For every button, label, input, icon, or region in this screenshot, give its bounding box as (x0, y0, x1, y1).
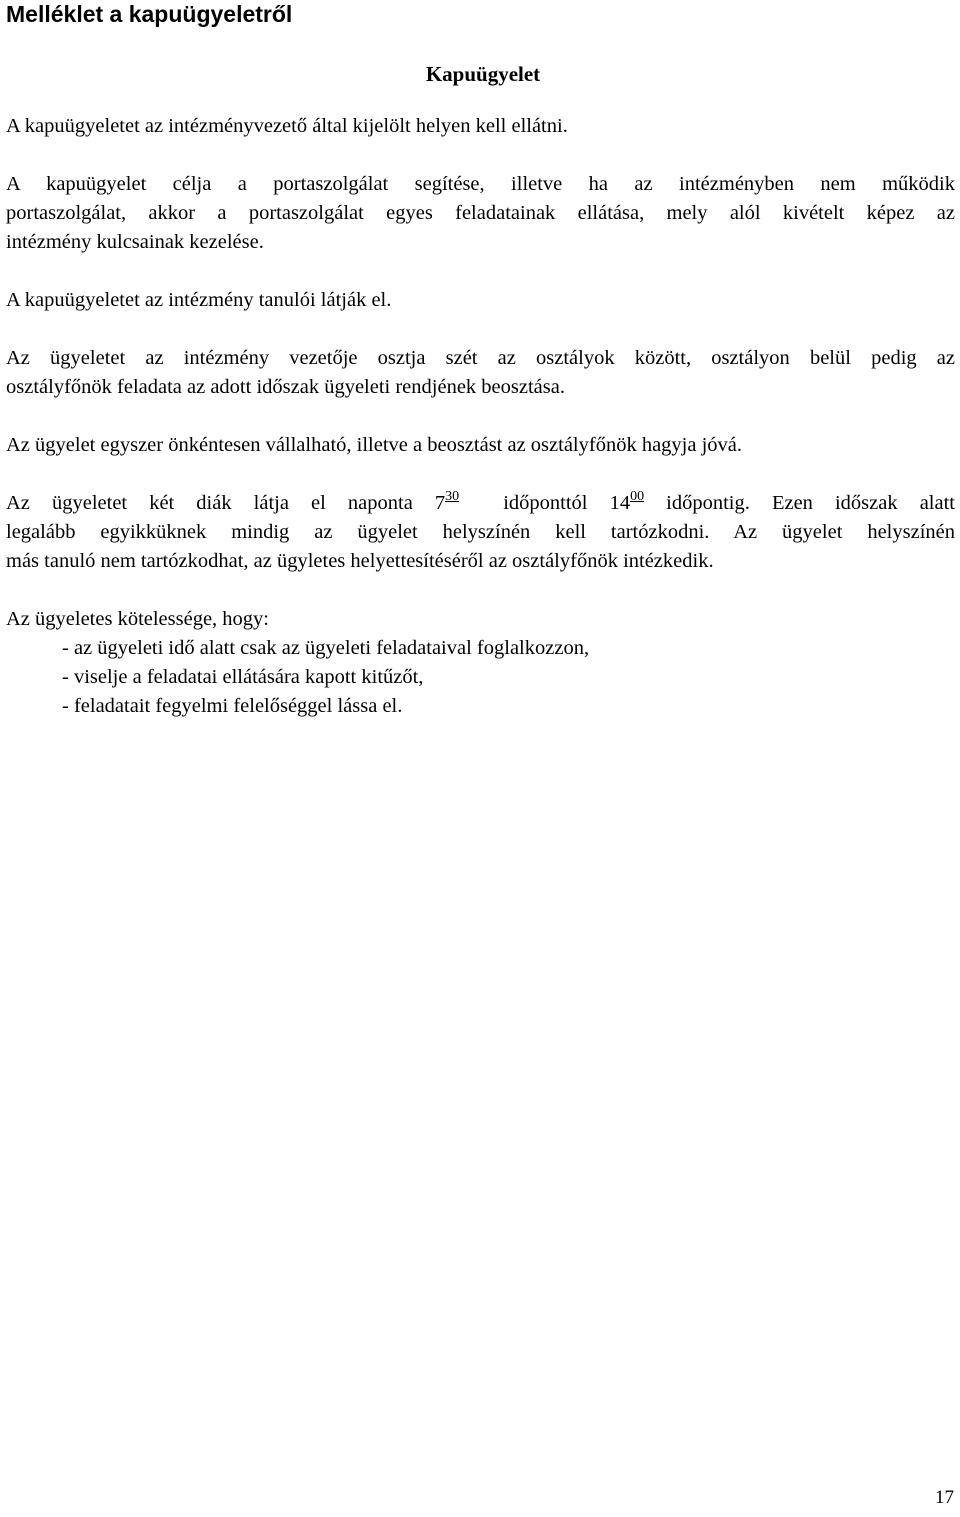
paragraph-line: Az ügyeletet az intézmény vezetője osztja szét az osztályok között, osztályon belül pedig az (6, 347, 955, 369)
time-start-minutes: 30 (445, 489, 460, 504)
paragraph-line: portaszolgálat, akkor a portaszolgálat egyes feladatainak ellátása, mely alól kivételt képez az (6, 202, 955, 224)
duty-list-item: - viselje a feladatai ellátására kapott kitűzőt, (62, 666, 424, 688)
paragraph-line-times (6, 489, 955, 518)
duty-list-item: - az ügyeleti idő alatt csak az ügyeleti feladataival foglalkozzon, (62, 637, 590, 659)
paragraph-line: más tanuló nem tartózkodhat, az ügyletes helyettesítéséről az osztályfőnök intézkedik. (6, 550, 714, 572)
paragraph-line: A kapuügyelet célja a portaszolgálat segítése, illetve ha az intézményben nem működik (6, 173, 955, 195)
paragraph-assignment (6, 344, 955, 402)
duties-intro: Az ügyeletes kötelessége, hogy: (6, 608, 270, 630)
page-number: 17 (935, 1487, 954, 1508)
duty-list-item: - feladatait fegyelmi felelőséggel lássa el. (62, 695, 403, 717)
paragraph-line: legalább egyikküknek mindig az ügyelet helyszínén kell tartózkodni. Az ügyelet helyszínén (6, 521, 955, 543)
paragraph-location: A kapuügyeletet az intézményvezető által kijelölt helyen kell ellátni. (6, 115, 568, 137)
schedule-text-start: Az ügyeletet két diák látja el naponta 7 (6, 492, 446, 514)
paragraph-line: osztályfőnök feladata az adott időszak ügyeleti rendjének beosztása. (6, 376, 565, 398)
document-title: Melléklet a kapuügyeletről (6, 1, 293, 27)
time-end-minutes: 00 (630, 489, 645, 504)
paragraph-line: intézmény kulcsainak kezelése. (6, 231, 264, 253)
schedule-text-end: időpontig. Ezen időszak alatt (666, 492, 955, 514)
paragraph-students: A kapuügyeletet az intézmény tanulói látják el. (6, 289, 392, 311)
section-title: Kapuügyelet (425, 62, 541, 86)
schedule-text-mid: időponttól 14 (503, 492, 631, 514)
paragraph-purpose (6, 170, 955, 257)
paragraph-schedule (6, 489, 955, 576)
paragraph-volunteer: Az ügyelet egyszer önkéntesen vállalható, illetve a beosztást az osztályfőnök hagyja jóvá. (6, 434, 743, 456)
